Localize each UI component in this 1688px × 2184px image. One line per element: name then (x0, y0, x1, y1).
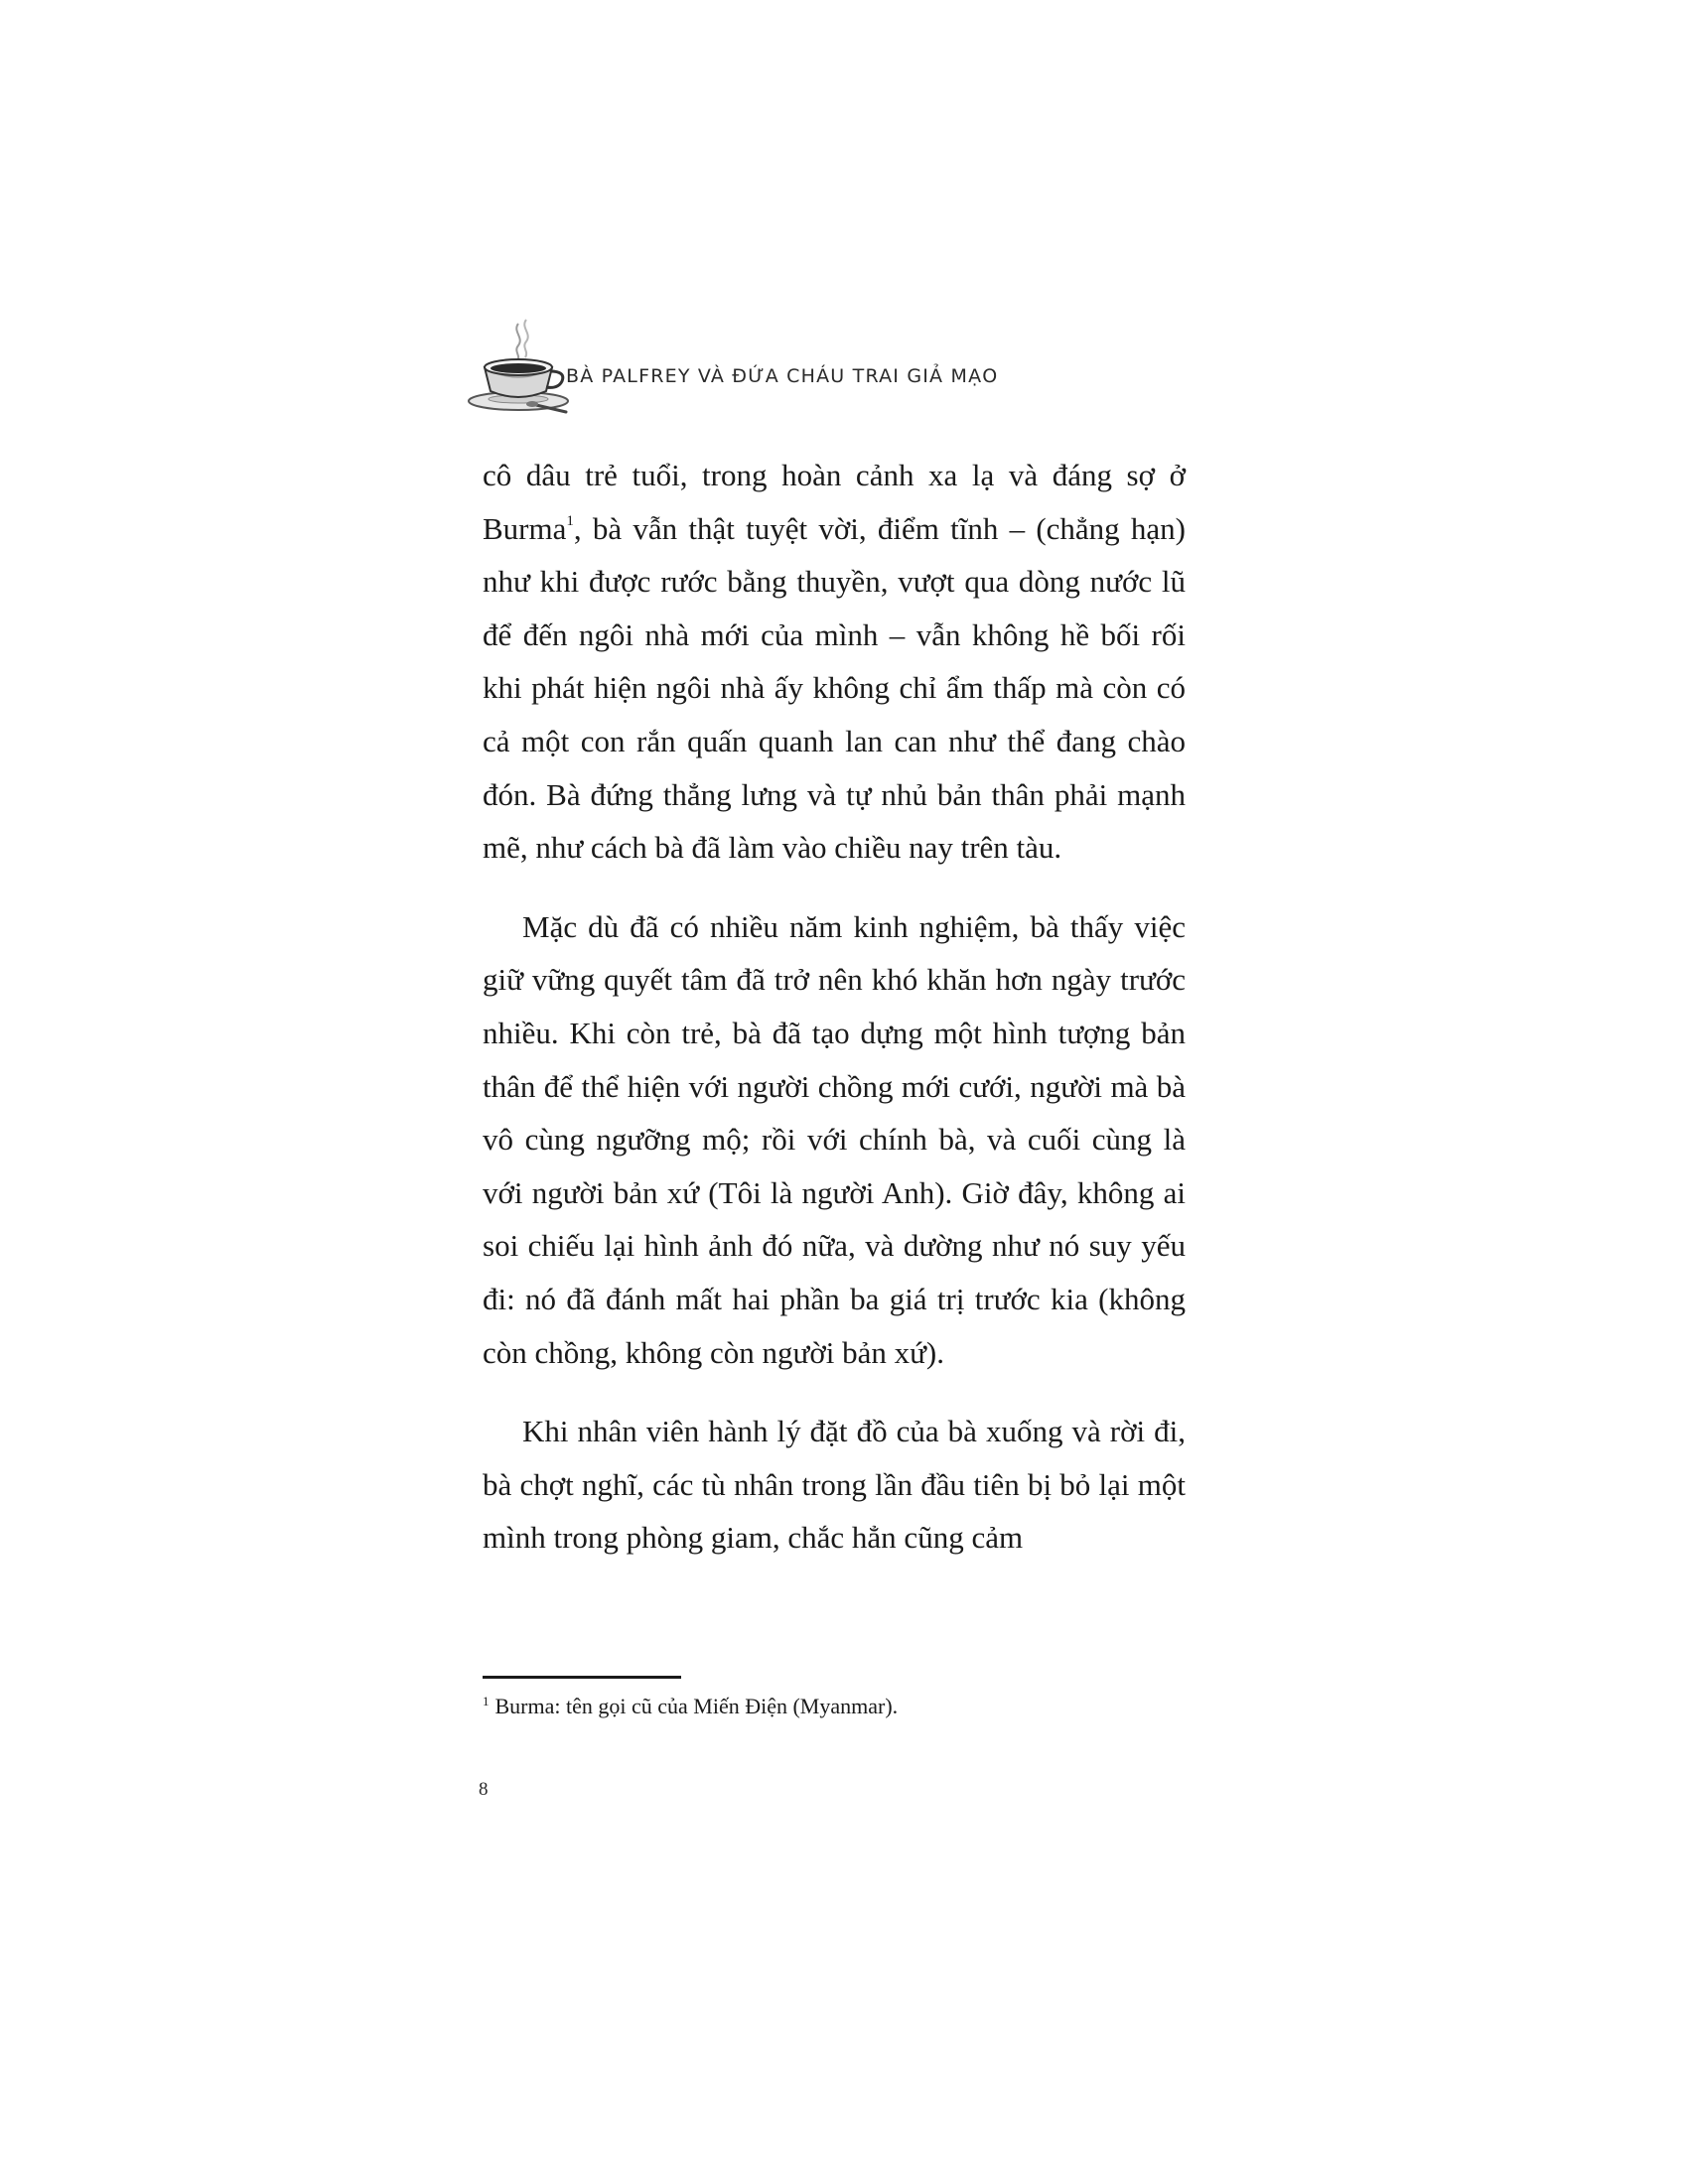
running-header (467, 316, 1221, 435)
footnote-reference[interactable]: 1 (566, 513, 574, 530)
footnote (483, 1691, 1186, 1722)
paragraph-1-text-b: , bà vẫn thật tuyệt vời, điểm tĩnh – (chẳng hạn) như khi được rước bằng thuyền, vượt qua dòng nước lũ để đến ngôi nhà mới của mình – vẫn không hề bối rối khi phát hiện ngôi nhà ấy không chỉ ẩm thấp mà còn có cả một con rắn quấn quanh lan can như thể đang chào đón. Bà đứng thẳng lưng và tự nhủ bản thân phải mạnh mẽ, như cách bà đã làm vào chiều nay trên tàu. (483, 510, 1186, 866)
footnote-text: Burma: tên gọi cũ của Miến Điện (Myanmar). (494, 1694, 899, 1718)
footnote-divider (483, 1676, 681, 1679)
paragraph-1-text-a: cô dâu trẻ tuổi, trong hoàn cảnh xa lạ và đáng sợ ở Burma (483, 458, 1186, 546)
paragraph-1 (483, 449, 1186, 875)
footnote-mark: 1 (483, 1693, 490, 1708)
running-header-title: BÀ PALFREY VÀ ĐỨA CHÁU TRAI GIẢ MẠO (566, 365, 999, 387)
page-number: 8 (479, 1779, 489, 1800)
coffee-cup-icon (467, 316, 576, 415)
paragraph-3: Khi nhân viên hành lý đặt đồ của bà xuống và rời đi, bà chợt nghĩ, các tù nhân trong lần đầu tiên bị bỏ lại một mình trong phòng giam, chắc hẳn cũng cảm (483, 1414, 1186, 1556)
paragraph-2: Mặc dù đã có nhiều năm kinh nghiệm, bà thấy việc giữ vững quyết tâm đã trở nên khó khăn hơn ngày trước nhiều. Khi còn trẻ, bà đã tạo dựng một hình tượng bản thân để thể hiện với người chồng mới cưới, người mà bà vô cùng ngưỡng mộ; rồi với chính bà, và cuối cùng là với người bản xứ (Tôi là người Anh). Giờ đây, không ai soi chiếu lại hình ảnh đó nữa, và dường như nó suy yếu đi: nó đã đánh mất hai phần ba giá trị trước kia (không còn chồng, không còn người bản xứ). (483, 908, 1186, 1370)
body-text (483, 449, 1186, 1565)
